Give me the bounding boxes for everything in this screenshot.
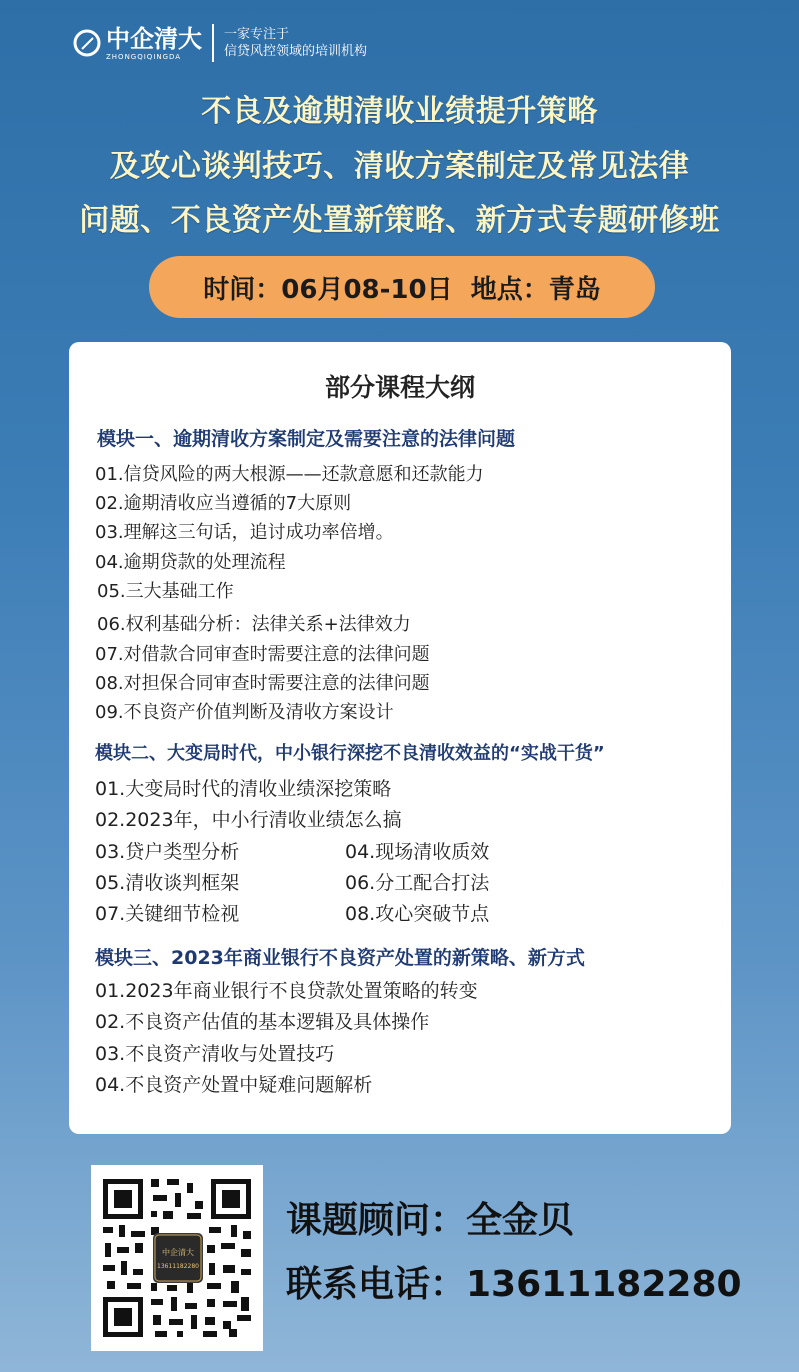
title-line-2: 及攻心谈判技巧、清收方案制定及常见法律 <box>109 149 690 184</box>
outline-card <box>69 342 731 1134</box>
slogan-line-2: 信贷风控领域的培训机构 <box>224 44 368 59</box>
brand-pinyin: ZHONGQIQINGDA <box>106 52 182 61</box>
schedule-badge <box>149 256 655 318</box>
module-3-item: 03.不良资产清收与处置技巧 <box>95 1043 335 1065</box>
brand-slogan <box>224 26 367 60</box>
module-1-item: 07.对借款合同审查时需要注意的法律问题 <box>95 644 430 665</box>
qr-center-name: 中企清大 <box>162 1248 194 1257</box>
module-3-item: 02.不良资产估值的基本逻辑及具体操作 <box>95 1011 430 1033</box>
module-1-item: 09.不良资产价值判断及清收方案设计 <box>95 702 394 723</box>
qr-code-image <box>91 1165 263 1351</box>
module-3-title: 模块三、2023年商业银行不良资产处置的新策略、新方式 <box>95 947 585 969</box>
module-1-item: 06.权利基础分析：法律关系+法律效力 <box>97 614 411 635</box>
module-2-item: 02.2023年，中小行清收业绩怎么搞 <box>95 809 402 831</box>
module-2-item: 07.关键细节检视 <box>95 903 240 925</box>
outline-title: 部分课程大纲 <box>324 373 475 402</box>
module-1-item: 08.对担保合同审查时需要注意的法律问题 <box>95 673 430 694</box>
module-2-item: 01.大变局时代的清收业绩深挖策略 <box>95 778 392 800</box>
module-2-item: 06.分工配合打法 <box>345 872 490 894</box>
schedule-text: 时间：06月08-10日 地点：青岛 <box>203 274 601 305</box>
logo-icon <box>72 28 102 58</box>
module-1-item: 01.信贷风险的两大根源——还款意愿和还款能力 <box>95 464 484 485</box>
module-1-item: 03.理解这三句话，追讨成功率倍增。 <box>95 522 394 543</box>
module-2-item: 08.攻心突破节点 <box>345 903 490 925</box>
module-2-item: 05.清收谈判框架 <box>95 872 240 894</box>
brand-logo <box>72 24 367 62</box>
brand-name: 中企清大 <box>106 23 202 53</box>
phone-label[interactable]: 联系电话：13611182280 <box>286 1264 742 1305</box>
module-1-item: 05.三大基础工作 <box>97 581 234 602</box>
slogan-line-1: 一家专注于 <box>224 27 290 42</box>
module-2-item: 03.贷户类型分析 <box>95 841 240 863</box>
module-1-title: 模块一、逾期清收方案制定及需要注意的法律问题 <box>97 428 516 450</box>
qr-code[interactable] <box>91 1165 263 1351</box>
module-3-item: 04.不良资产处置中疑难问题解析 <box>95 1074 373 1096</box>
module-1-item: 02.逾期清收应当遵循的7大原则 <box>95 493 352 514</box>
module-2-item: 04.现场清收质效 <box>345 841 490 863</box>
advisor-label: 课题顾问：全金贝 <box>286 1200 575 1241</box>
logo-divider <box>212 24 214 62</box>
qr-center-phone: 13611182280 <box>157 1263 199 1270</box>
module-1-item: 04.逾期贷款的处理流程 <box>95 552 286 573</box>
module-3-item: 01.2023年商业银行不良贷款处置策略的转变 <box>95 980 478 1002</box>
module-2-title: 模块二、大变局时代，中小银行深挖不良清收效益的“实战干货” <box>95 743 605 764</box>
title-line-1: 不良及逾期清收业绩提升策略 <box>201 94 598 129</box>
title-line-3: 问题、不良资产处置新策略、新方式专题研修班 <box>79 203 720 238</box>
